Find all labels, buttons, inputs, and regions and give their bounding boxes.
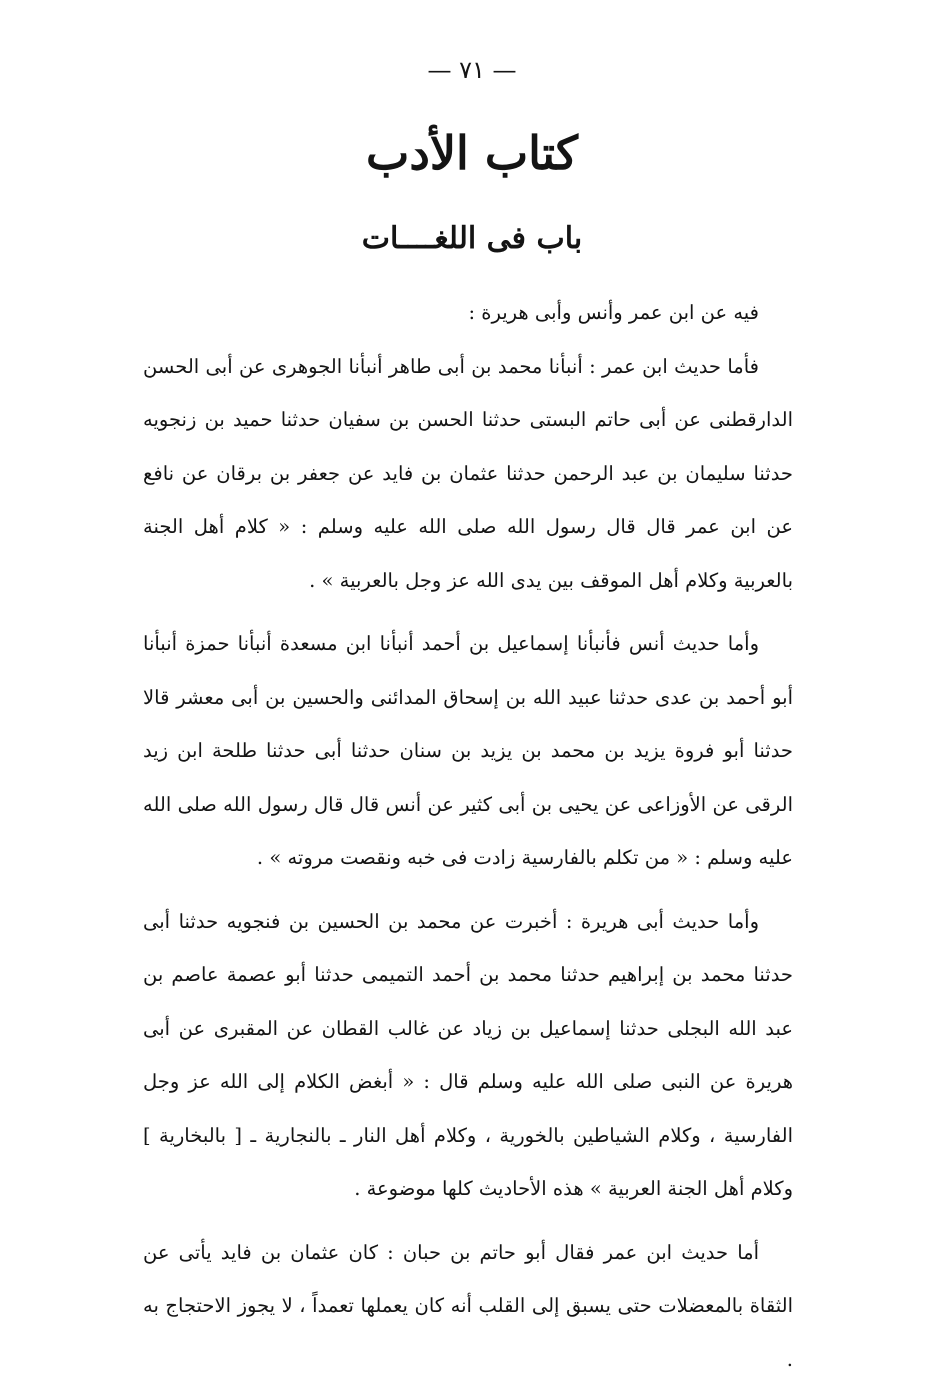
anas-hadith-paragraph: وأما حديث أنس فأنبأنا إسماعيل بن أحمد أنبأنا ابن مسعدة أنبأنا حمزة أنبأنا أبو أحمد بن عدى حدثنا عبيد الله بن إسحاق المدائنى والحسين بن أبى معشر قالا حدثنا أبو فروة يزيد بن محمد بن يزيد بن سنان حدثنا أبى حدثنا طلحة ابن زيد الرقى عن الأوزاعى عن يحيى بن أبى كثير عن أنس قال قال رسول الله صلى الله عليه وسلم : « من تكلم بالفارسية زادت فى خبه ونقصت مروته » . (143, 632, 793, 869)
intro-paragraph: فيه عن ابن عمر وأنس وأبى هريرة : (468, 301, 759, 324)
book-title: كتاب الأدب (366, 126, 578, 180)
commentary-paragraph: أما حديث ابن عمر فقال أبو حاتم بن حبان : كان عثمان بن فايد يأتى عن الثقاة بالمعضلات حتى يسبق إلى القلب أنه كان يعملها تعمداً ، لا يجوز الاحتجاج به . (143, 1240, 793, 1371)
chapter-title: باب فى اللغــــات (361, 221, 583, 256)
ibn-umar-hadith-paragraph: فأما حديث ابن عمر : أنبأنا محمد بن أبى طاهر أنبأنا الجوهرى عن أبى الحسن الدارقطنى عن أبى حاتم البستى حدثنا الحسن بن سفيان حدثنا حميد بن زنجويه حدثنا سليمان بن عبد الرحمن حدثنا عثمان بن فايد عن جعفر بن برقان عن نافع عن ابن عمر قال قال رسول الله صلى الله عليه وسلم : « كلام أهل الجنة بالعربية وكلام أهل الموقف بين يدى الله عز وجل بالعربية » . (143, 354, 793, 592)
page-number: — ٧١ — (427, 56, 517, 84)
main-text (143, 286, 793, 1396)
abu-hurayra-hadith-paragraph: وأما حديث أبى هريرة : أخبرت عن محمد بن الحسين بن فنجويه حدثنا أبى حدثنا محمد بن إبراهيم حدثنا محمد بن أحمد التميمى حدثنا أبو عصمة عاصم بن عبد الله البجلى حدثنا إسماعيل بن زياد عن غالب القطان عن المقبرى عن أبى هريرة عن النبى صلى الله عليه وسلم قال : « أبغض الكلام إلى الله عز وجل الفارسية ، وكلام الشياطين بالخورية ، وكلام أهل النار ـ بالنجارية ـ [ بالبخارية ] وكلام أهل الجنة العربية » هذه الأحاديث كلها موضوعة . (143, 909, 793, 1200)
